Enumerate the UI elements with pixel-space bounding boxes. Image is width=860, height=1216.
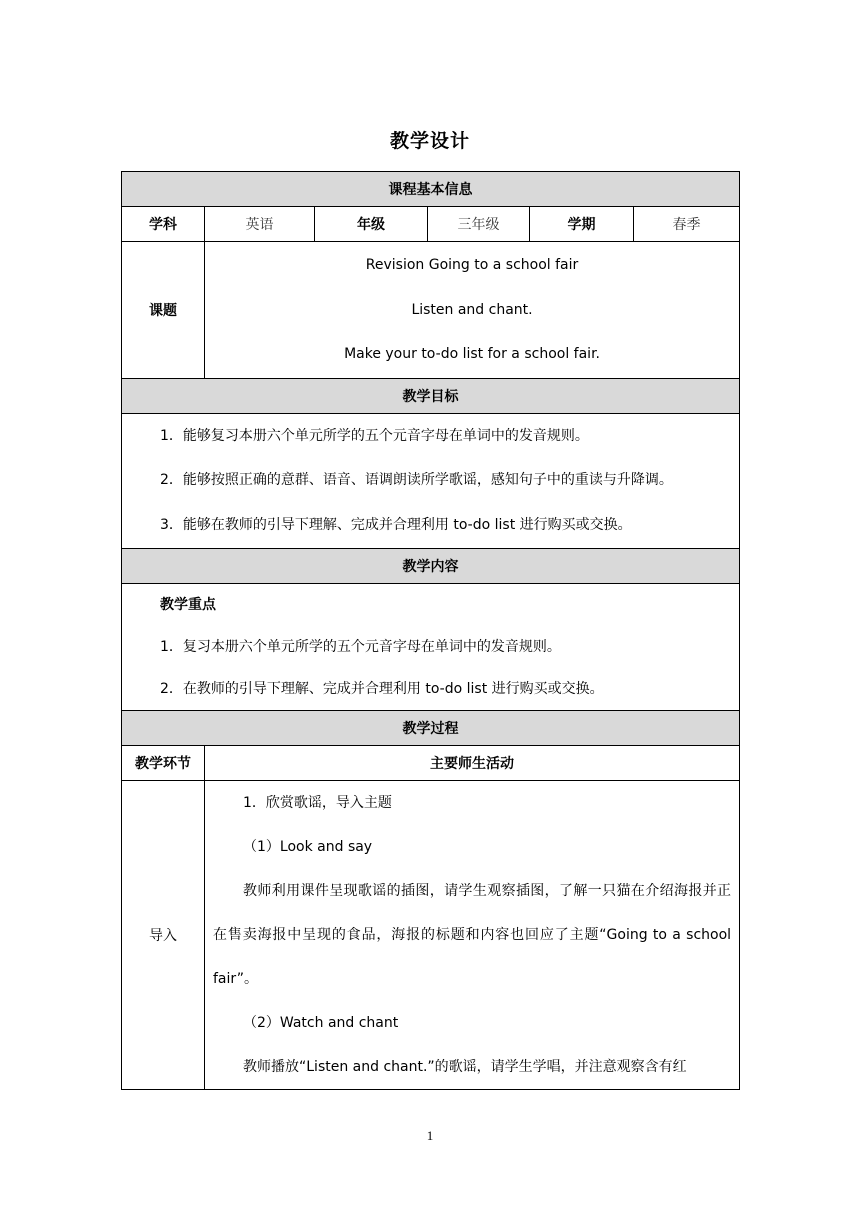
content-body (122, 583, 740, 710)
objective-item: 2．能够按照正确的意群、语音、语调朗读所学歌谣，感知句子中的重读与升降调。 (160, 472, 673, 489)
activity-subheading: （1）Look and say (243, 838, 373, 855)
basic-info-header: 课程基本信息 (122, 172, 740, 207)
topic-line: Listen and chant. (411, 301, 533, 318)
activity-paragraph: 教师利用课件呈现歌谣的插图，请学生观察插图，了解一只猫在介绍海报并正在售卖海报中呈现的食品，海报的标题和内容也回应了主题“Going to a school fair”。 (213, 882, 732, 987)
subject-label: 学科 (122, 207, 205, 242)
activities-column-header: 主要师生活动 (205, 745, 740, 780)
activities-content (205, 780, 740, 1089)
stage-column-header: 教学环节 (122, 745, 205, 780)
objective-item: 3．能够在教师的引导下理解、完成并合理利用 to-do list 进行购买或交换。 (160, 516, 632, 533)
topic-label: 课题 (122, 242, 205, 379)
stage-name: 导入 (122, 780, 205, 1089)
process-header: 教学过程 (122, 710, 740, 745)
term-label: 学期 (530, 207, 634, 242)
grade-value: 三年级 (428, 207, 530, 242)
topic-content (205, 242, 740, 379)
topic-line: Revision Going to a school fair (365, 257, 579, 273)
content-header: 教学内容 (122, 548, 740, 583)
subject-value: 英语 (205, 207, 315, 242)
grade-label: 年级 (315, 207, 428, 242)
document-title: 教学设计 (389, 130, 470, 152)
term-value: 春季 (634, 207, 740, 242)
activity-paragraph: 教师播放“Listen and chant.”的歌谣，请学生学唱，并注意观察含有红 (243, 1058, 687, 1075)
objectives-header: 教学目标 (122, 378, 740, 413)
teaching-focus-title: 教学重点 (160, 596, 216, 613)
activity-subheading: （2）Watch and chant (243, 1014, 399, 1031)
focus-item: 1．复习本册六个单元所学的五个元音字母在单词中的发音规则。 (160, 638, 561, 655)
objectives-content (122, 413, 740, 548)
topic-line: Make your to-do list for a school fair. (344, 346, 600, 362)
focus-item: 2．在教师的引导下理解、完成并合理利用 to-do list 进行购买或交换。 (160, 680, 604, 697)
page-number: 1 (426, 1128, 434, 1143)
activity-heading: 1．欣赏歌谣，导入主题 (243, 794, 392, 811)
lesson-plan-table (121, 171, 740, 1090)
objective-item: 1．能够复习本册六个单元所学的五个元音字母在单词中的发音规则。 (160, 427, 589, 444)
